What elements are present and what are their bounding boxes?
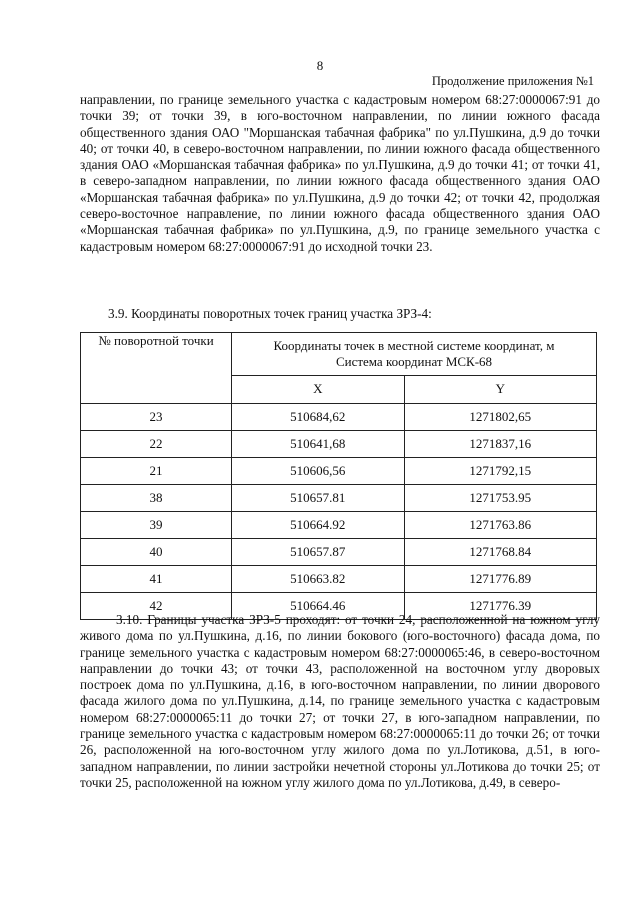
cell-x: 510663.82 xyxy=(232,566,405,593)
header-y: Y xyxy=(404,375,596,403)
cell-point: 42 xyxy=(81,593,232,620)
section-title: 3.9. Координаты поворотных точек границ участка ЗРЗ-4: xyxy=(108,306,432,321)
cell-x: 510641,68 xyxy=(232,431,405,458)
cell-x: 510684,62 xyxy=(232,404,405,431)
table-row xyxy=(81,512,597,539)
table-row xyxy=(81,539,597,566)
paragraph-zrz5-boundary: 3.10. Границы участка ЗРЗ-5 проходят: от точки 24, расположенной на южном углу живого дома по ул.Пушкина, д.16, по линии бокового (юго-восточного) фасада дома, по границе земельного участка с кадастровым номером 68:27:0000065:46, в северо-восточном направлении до точки 43; от точки 43, расположенной на восточном углу дворовых построек дома по ул.Пушкина, д.16, в юго-восточном направлении, по линии дворового фасада жилого дома по ул.Пушкина, д.14, по границе земельного участка с кадастровым номером 68:27:0000065:11 до точки 27; от точки 27, в юго-западном направлении, по границе земельного участка с кадастровым номером 68:27:0000065:11 до точки 26; от точки 26, расположенной на юго-восточном углу жилого дома по ул.Лотикова, д.51, в юго-западном направлении, по линии застройки нечетной стороны ул.Лотикова до точки 25; от точки 25, расположенной на южном углу жилого дома по ул.Лотикова, д.49, в северо- xyxy=(80,612,600,790)
cell-point: 41 xyxy=(81,566,232,593)
header-coordinates-line2: Система координат МСК-68 xyxy=(335,353,493,369)
header-coordinates xyxy=(232,333,597,376)
cell-x: 510664.92 xyxy=(232,512,405,539)
cell-y: 1271792,15 xyxy=(404,458,596,485)
table-row xyxy=(81,431,597,458)
cell-y: 1271763.86 xyxy=(404,512,596,539)
table-row xyxy=(81,458,597,485)
cell-y: 1271837,16 xyxy=(404,431,596,458)
cell-x: 510657.87 xyxy=(232,539,405,566)
cell-point: 21 xyxy=(81,458,232,485)
table-row xyxy=(81,485,597,512)
cell-x: 510664.46 xyxy=(232,593,405,620)
page-number: 8 xyxy=(316,58,324,73)
cell-y: 1271776.39 xyxy=(404,593,596,620)
cell-y: 1271802,65 xyxy=(404,404,596,431)
header-point-number: № поворотной точки xyxy=(81,333,232,404)
coordinates-table xyxy=(80,332,597,620)
continuation-note: Продолжение приложения №1 xyxy=(431,74,594,88)
cell-y: 1271768.84 xyxy=(404,539,596,566)
cell-y: 1271753.95 xyxy=(404,485,596,512)
cell-x: 510606,56 xyxy=(232,458,405,485)
paragraph-zrz4-boundary: направлении, по границе земельного участка с кадастровым номером 68:27:0000067:91 до точки 39; от точки 39, в юго-восточном направлении, по линии южного фасада общественного здания ОАО "Моршанская табачная фабрика" по ул.Пушкина, д.9 до точки 40; от точки 40, в северо-восточном направлении, по линии южного фасада общественного здания ОАО «Моршанская табачная фабрика» по ул.Пушкина, д.9 до точки 41; от точки 41, в северо-западном направлении, по линии южного фасада общественного здания ОАО «Моршанская табачная фабрика» по ул.Пушкина, д.9 до точки 42; от точки 42, продолжая северо-восточное направление, по линии южного фасада общественного здания ОАО «Моршанская табачная фабрика» по ул.Пушкина, д.9, по границе земельного участка с кадастровым номером 68:27:0000067:91 до исходной точки 23. xyxy=(80,92,600,254)
cell-point: 22 xyxy=(81,431,232,458)
cell-point: 23 xyxy=(81,404,232,431)
cell-point: 38 xyxy=(81,485,232,512)
table-row xyxy=(81,566,597,593)
header-coordinates-line1: Координаты точек в местной системе координат, м xyxy=(273,337,555,353)
cell-x: 510657.81 xyxy=(232,485,405,512)
table-row xyxy=(81,404,597,431)
header-x: X xyxy=(232,375,405,403)
cell-y: 1271776.89 xyxy=(404,566,596,593)
cell-point: 40 xyxy=(81,539,232,566)
cell-point: 39 xyxy=(81,512,232,539)
